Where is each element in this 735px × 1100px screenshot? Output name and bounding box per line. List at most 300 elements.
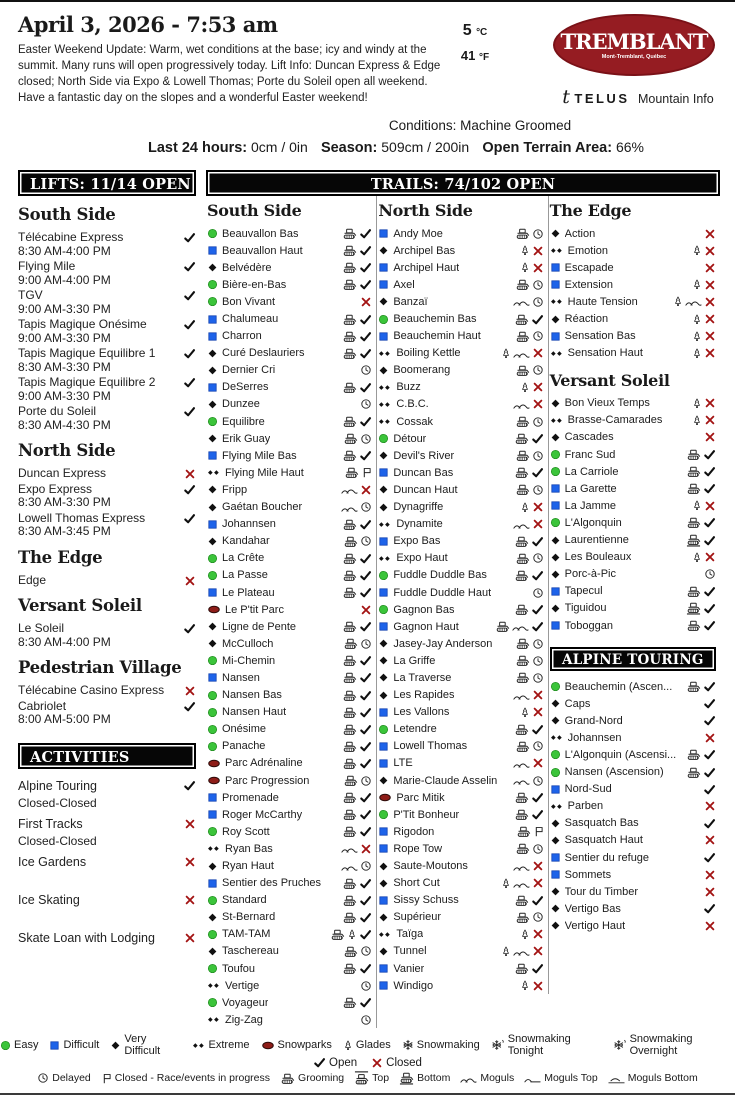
legend-label: Bottom: [417, 1072, 451, 1084]
trail-name: Extension: [564, 278, 613, 291]
lift-row: [18, 289, 196, 316]
open-icon: [531, 723, 544, 736]
park-icon: [207, 604, 221, 615]
grooming-icon: [515, 637, 530, 650]
trail-icons: [515, 483, 544, 496]
trail-row: [550, 514, 716, 531]
activity-hours: Closed-Closed: [18, 833, 97, 848]
trail-row: [378, 430, 543, 447]
trail-row: [378, 909, 543, 926]
very-icon: [550, 886, 561, 897]
difficult-icon: [378, 843, 389, 854]
trail-name: Nansen: [222, 671, 260, 684]
trail-name: Johannsen: [222, 518, 276, 531]
moguls-icon: [460, 1073, 477, 1084]
trail-row: [378, 516, 543, 533]
trail-name: Sasquatch Haut: [564, 834, 643, 847]
delayed-icon: [532, 228, 544, 240]
trail-icons: [704, 800, 716, 812]
trail-icons: [342, 757, 372, 770]
difficult-icon: [550, 331, 561, 342]
trail-name: Mi-Chemin: [222, 654, 276, 667]
glades-icon: [501, 945, 511, 958]
legend-item: [261, 1039, 332, 1051]
trail-name: Gagnon Haut: [393, 620, 459, 633]
easy-icon: [207, 997, 218, 1008]
trail-row: [378, 499, 543, 516]
very-icon: [207, 946, 218, 957]
glades-icon: [692, 330, 702, 343]
trail-row: [207, 755, 372, 772]
snowmaking-tonight-icon: [491, 1039, 505, 1051]
logo-brand-text: TREMBLANT: [560, 29, 708, 54]
legend-status-row: [0, 1056, 735, 1069]
difficult-icon: [378, 331, 389, 342]
easy-icon: [550, 681, 561, 692]
trail-name: Boomerang: [393, 364, 451, 377]
trail-name: Parc Mitik: [396, 791, 445, 804]
open-icon: [359, 586, 372, 599]
activity-row: [18, 931, 196, 966]
trail-name: Ligne de Pente: [222, 620, 297, 633]
delayed-icon: [360, 1014, 372, 1026]
closed-icon: [371, 1057, 383, 1069]
trail-name: Bon Vieux Temps: [564, 397, 650, 410]
trail-row: [207, 943, 372, 960]
closed-icon: [184, 818, 196, 830]
very-icon: [550, 569, 561, 580]
very-icon: [550, 398, 561, 409]
lift-status: [183, 512, 196, 530]
trail-icons: [520, 979, 544, 992]
trail-row: [207, 994, 372, 1011]
park-icon: [378, 792, 392, 803]
very-icon: [207, 621, 218, 632]
trail-name: Boiling Kettle: [396, 347, 461, 360]
legend-label: Very Difficult: [124, 1033, 161, 1057]
trail-name: Sensation Haut: [567, 347, 643, 360]
extreme-icon: [378, 348, 392, 359]
trail-name: La Traverse: [393, 671, 452, 684]
trail-name: Sasquatch Bas: [564, 817, 639, 830]
grooming-icon: [515, 278, 530, 291]
trail-name: Tiguidou: [564, 602, 607, 615]
open-icon: [183, 700, 196, 713]
legend-label: Moguls Bottom: [627, 1072, 698, 1084]
trail-icons: [704, 886, 716, 898]
trail-icons: [360, 296, 372, 308]
extreme-icon: [378, 519, 392, 530]
trail-icons: [501, 945, 544, 958]
closed-icon: [532, 347, 544, 359]
extreme-icon: [207, 843, 221, 854]
easy-icon: [207, 416, 218, 427]
trail-row: [550, 293, 716, 310]
trail-name: Flying Mile Bas: [222, 449, 297, 462]
trail-icons: [514, 962, 544, 975]
trail-icons: [342, 825, 372, 838]
trail-row: [378, 687, 543, 704]
lift-status: [183, 376, 196, 394]
trail-row: [378, 259, 543, 276]
difficult-icon: [550, 784, 561, 795]
grooming-icon: [514, 432, 529, 445]
grooming-icon: [515, 415, 530, 428]
very-icon: [378, 878, 389, 889]
open-icon: [183, 376, 196, 389]
grooming-bottom-icon: [686, 601, 701, 615]
trail-name: Dynamite: [396, 518, 443, 531]
trail-name: Le Plateau: [222, 586, 275, 599]
legend-label: Closed: [386, 1056, 422, 1069]
open-icon: [359, 278, 372, 291]
glades-icon: [692, 414, 702, 427]
trail-name: Brasse-Camarades: [567, 414, 663, 427]
trail-row: [207, 379, 372, 396]
grooming-icon: [515, 842, 530, 855]
moguls-icon: [513, 946, 530, 957]
trail-row: [207, 875, 372, 892]
trail-icons: [342, 227, 372, 240]
trail-icons: [342, 671, 372, 684]
difficult-icon: [550, 500, 561, 511]
grooming-icon: [686, 482, 701, 495]
legend-label: Snowmaking Tonight: [507, 1033, 571, 1057]
trail-name: Buzz: [396, 381, 421, 394]
trail-row: [207, 618, 372, 635]
trail-row: [207, 789, 372, 806]
trail-name: Haute Tension: [567, 295, 638, 308]
trail-name: Archipel Haut: [393, 261, 460, 274]
easy-icon: [207, 826, 218, 837]
delayed-icon: [360, 501, 372, 513]
trail-icons: [692, 414, 716, 427]
trail-row: [550, 225, 716, 242]
lift-status: [183, 289, 196, 307]
lift-name: Télécabine Express: [18, 230, 124, 244]
grooming-icon: [342, 996, 357, 1009]
glades-icon: [692, 397, 702, 410]
open-icon: [183, 779, 196, 792]
open-icon: [183, 231, 196, 244]
trail-row: [378, 328, 543, 345]
trail-row: [550, 866, 716, 883]
trail-name: Escapade: [564, 261, 614, 274]
glades-icon: [520, 244, 530, 257]
legend-label: Open: [329, 1056, 358, 1069]
lift-section-heading: The Edge: [18, 547, 103, 567]
trail-icons: [514, 432, 544, 445]
lift-name: Cabriolet: [18, 698, 67, 713]
trail-row: [550, 781, 716, 798]
trail-icons: [341, 843, 372, 855]
trail-icons: [344, 466, 372, 479]
trail-row: [378, 977, 543, 994]
trail-row: [378, 396, 543, 413]
closed-icon: [532, 757, 544, 769]
trail-name: C.B.C.: [396, 398, 429, 411]
trail-row: [378, 806, 543, 823]
closed-icon: [704, 262, 716, 274]
delayed-icon: [532, 330, 544, 342]
stat-last24: Last 24 hours: 0cm / 0in: [148, 139, 308, 156]
trail-name: Grand-Nord: [564, 714, 623, 727]
moguls-icon: [341, 484, 358, 495]
trail-name: Sissy Schuss: [393, 894, 459, 907]
lift-name: Flying Mile: [18, 259, 76, 273]
trail-row: [550, 310, 716, 327]
closed-icon: [704, 228, 716, 240]
easy-icon: [550, 466, 561, 477]
grooming-icon: [686, 748, 701, 761]
trail-row: [378, 943, 543, 960]
temperature-fahrenheit: 41 °F: [460, 48, 490, 63]
trail-row: [378, 379, 543, 396]
lift-status: [183, 483, 196, 501]
very-icon: [378, 245, 389, 256]
grooming-top-icon: [354, 1071, 369, 1085]
trail-name: Dynagriffe: [393, 501, 444, 514]
trail-row: [550, 917, 716, 934]
grooming-icon: [342, 791, 357, 804]
very-icon: [378, 655, 389, 666]
grooming-icon: [686, 619, 701, 632]
trail-name: Voyageur: [222, 996, 269, 1009]
trail-name: Détour: [393, 432, 427, 445]
trail-icons: [342, 996, 372, 1009]
extreme-icon: [550, 415, 564, 426]
grooming-icon: [514, 808, 529, 821]
trail-row: [207, 772, 372, 789]
difficult-icon: [207, 382, 218, 393]
extreme-icon: [378, 399, 392, 410]
closed-icon: [704, 431, 716, 443]
grooming-icon: [342, 227, 357, 240]
very-icon: [207, 536, 218, 547]
trail-icons: [501, 877, 544, 890]
open-icon: [359, 671, 372, 684]
moguls-icon: [341, 502, 358, 513]
grooming-icon: [342, 877, 357, 890]
moguls-icon: [513, 348, 530, 359]
grooming-icon: [686, 766, 701, 779]
trail-row: [207, 909, 372, 926]
trail-name: La Griffe: [393, 654, 436, 667]
legend-label: Top: [372, 1072, 390, 1084]
lift-status: [183, 405, 196, 423]
activity-status: [183, 779, 196, 797]
trail-name: Sentier des Pruches: [222, 877, 322, 890]
legend-label: Difficult: [63, 1039, 100, 1051]
closed-icon: [360, 604, 372, 616]
activity-row: [18, 779, 196, 814]
trail-row: [378, 464, 543, 481]
closed-icon: [532, 706, 544, 718]
trail-icons: [342, 723, 372, 736]
trail-icons: [692, 278, 716, 291]
trail-icons: [516, 825, 544, 838]
trail-icons: [515, 278, 544, 291]
trail-icons: [514, 313, 544, 326]
trail-name: Action: [564, 227, 596, 240]
lift-hours: 8:30 AM-3:45 PM: [18, 524, 111, 538]
open-icon: [359, 689, 372, 702]
closed-icon: [184, 575, 196, 587]
activity-status: [184, 855, 196, 873]
easy-icon: [207, 707, 218, 718]
closed-icon: [532, 381, 544, 393]
moguls-bottom-icon: [608, 1073, 625, 1084]
trail-icons: [343, 774, 372, 787]
trail-row: [207, 977, 372, 994]
easy-icon: [550, 449, 561, 460]
difficult-icon: [378, 587, 389, 598]
delayed-icon: [532, 587, 544, 599]
trail-name: Rope Tow: [393, 842, 443, 855]
trail-row: [378, 225, 543, 242]
trails-column-south: [206, 196, 377, 1028]
difficult-icon: [550, 483, 561, 494]
lifts-header-bar: LIFTS: 11/14 OPEN: [18, 170, 196, 196]
trail-row: [550, 328, 716, 345]
trail-name: Duncan Bas: [393, 466, 454, 479]
very-icon: [378, 638, 389, 649]
open-icon: [359, 877, 372, 890]
closed-icon: [532, 262, 544, 274]
conditions-message: Easter Weekend Update: Warm, wet conditions at the base; icy and windy at the summit. Many runs will open progressively today. Lift Info: Duncan Express & Edge closed; North Side via Expo & Lowell Thomas; Porte du Soleil open all weekend. Have a fantastic day on the slopes and a wonderful Easter weekend!: [18, 44, 441, 105]
trail-name: Johannsen: [567, 731, 622, 744]
trail-icons: [704, 869, 716, 881]
very-icon: [207, 861, 218, 872]
grooming-icon: [514, 791, 529, 804]
glades-icon: [692, 499, 702, 512]
delayed-icon: [532, 740, 544, 752]
lift-row: [18, 405, 196, 432]
difficult-icon: [378, 980, 389, 991]
grooming-icon: [514, 962, 529, 975]
legend-conditions-row: [0, 1071, 735, 1085]
closed-icon: [360, 843, 372, 855]
delayed-icon: [532, 672, 544, 684]
easy-icon: [207, 690, 218, 701]
delayed-icon: [532, 450, 544, 462]
trail-row: [207, 840, 372, 857]
trail-name: Saute-Moutons: [393, 860, 468, 873]
trail-row: [378, 635, 543, 652]
open-icon: [703, 783, 716, 796]
race-icon: [533, 825, 544, 838]
glades-icon: [520, 979, 530, 992]
trail-row: [378, 567, 543, 584]
lift-hours: 8:30 AM-4:30 PM: [18, 417, 111, 432]
lift-row: [18, 318, 196, 345]
alpine-touring-header-bar: ALPINE TOURING: [550, 647, 716, 671]
lift-row: [18, 483, 196, 510]
legend-item: [280, 1072, 344, 1085]
trail-row: [207, 533, 372, 550]
trail-name: Tapecul: [564, 585, 603, 598]
open-icon: [531, 791, 544, 804]
trail-row: [207, 499, 372, 516]
very-icon: [110, 1040, 121, 1051]
difficult-icon: [207, 809, 218, 820]
glades-icon: [501, 877, 511, 890]
extreme-icon: [192, 1040, 206, 1051]
lift-section-heading: South Side: [18, 205, 116, 224]
difficult-icon: [207, 450, 218, 461]
trail-row: [550, 815, 716, 832]
trail-row: [550, 395, 716, 412]
extreme-icon: [550, 348, 564, 359]
trail-name: Le P'tit Parc: [225, 603, 284, 616]
trail-name: L'Algonquin (Ascensi...: [564, 748, 677, 761]
open-icon: [359, 227, 372, 240]
trail-name: TAM-TAM: [222, 928, 271, 941]
lift-hours: 8:30 AM-4:00 PM: [18, 634, 111, 649]
trail-row: [378, 533, 543, 550]
easy-icon: [378, 570, 389, 581]
trail-row: [378, 481, 543, 498]
trail-row: [550, 798, 716, 815]
stat-open-terrain: Open Terrain Area: 66%: [482, 139, 644, 156]
activity-name: First Tracks: [18, 816, 83, 831]
trail-row: [550, 463, 716, 480]
open-icon: [359, 569, 372, 582]
trail-row: [378, 721, 543, 738]
extreme-icon: [207, 980, 221, 991]
easy-icon: [378, 724, 389, 735]
difficult-icon: [378, 963, 389, 974]
grooming-bottom-icon: [399, 1071, 414, 1085]
trail-icons: [692, 347, 716, 360]
lift-name: Tapis Magique Equilibre 1: [18, 346, 156, 360]
telus-wordmark: TELUS: [574, 91, 630, 106]
closed-icon: [532, 860, 544, 872]
open-icon: [703, 602, 716, 615]
trail-icons: [692, 397, 716, 410]
open-icon: [183, 318, 196, 331]
trail-name: St-Bernard: [222, 911, 276, 924]
easy-icon: [207, 741, 218, 752]
glades-icon: [673, 295, 683, 308]
grooming-icon: [342, 330, 357, 343]
lift-hours: 8:00 AM-5:00 PM: [18, 712, 111, 726]
open-icon: [313, 1056, 326, 1069]
difficult-icon: [550, 620, 561, 631]
trail-row: [207, 481, 372, 498]
open-icon: [703, 766, 716, 779]
moguls-icon: [341, 843, 358, 854]
lift-hours: 8:30 AM-3:30 PM: [18, 359, 111, 374]
grooming-icon: [342, 381, 357, 394]
trail-row: [207, 242, 372, 259]
lift-name: Tapis Magique Equilibre 2: [18, 375, 156, 389]
grooming-icon: [342, 278, 357, 291]
extreme-icon: [550, 296, 564, 307]
extreme-icon: [207, 1014, 221, 1025]
glades-icon: [520, 381, 530, 394]
trail-icons: [704, 262, 716, 274]
grooming-icon: [342, 671, 357, 684]
trail-icons: [342, 586, 372, 599]
moguls-icon: [513, 519, 530, 530]
trail-icons: [342, 808, 372, 821]
closed-icon: [532, 501, 544, 513]
trail-icons: [513, 860, 544, 872]
legend-label: Moguls Top: [544, 1072, 598, 1084]
trail-row: [378, 926, 543, 943]
grooming-icon: [515, 330, 530, 343]
